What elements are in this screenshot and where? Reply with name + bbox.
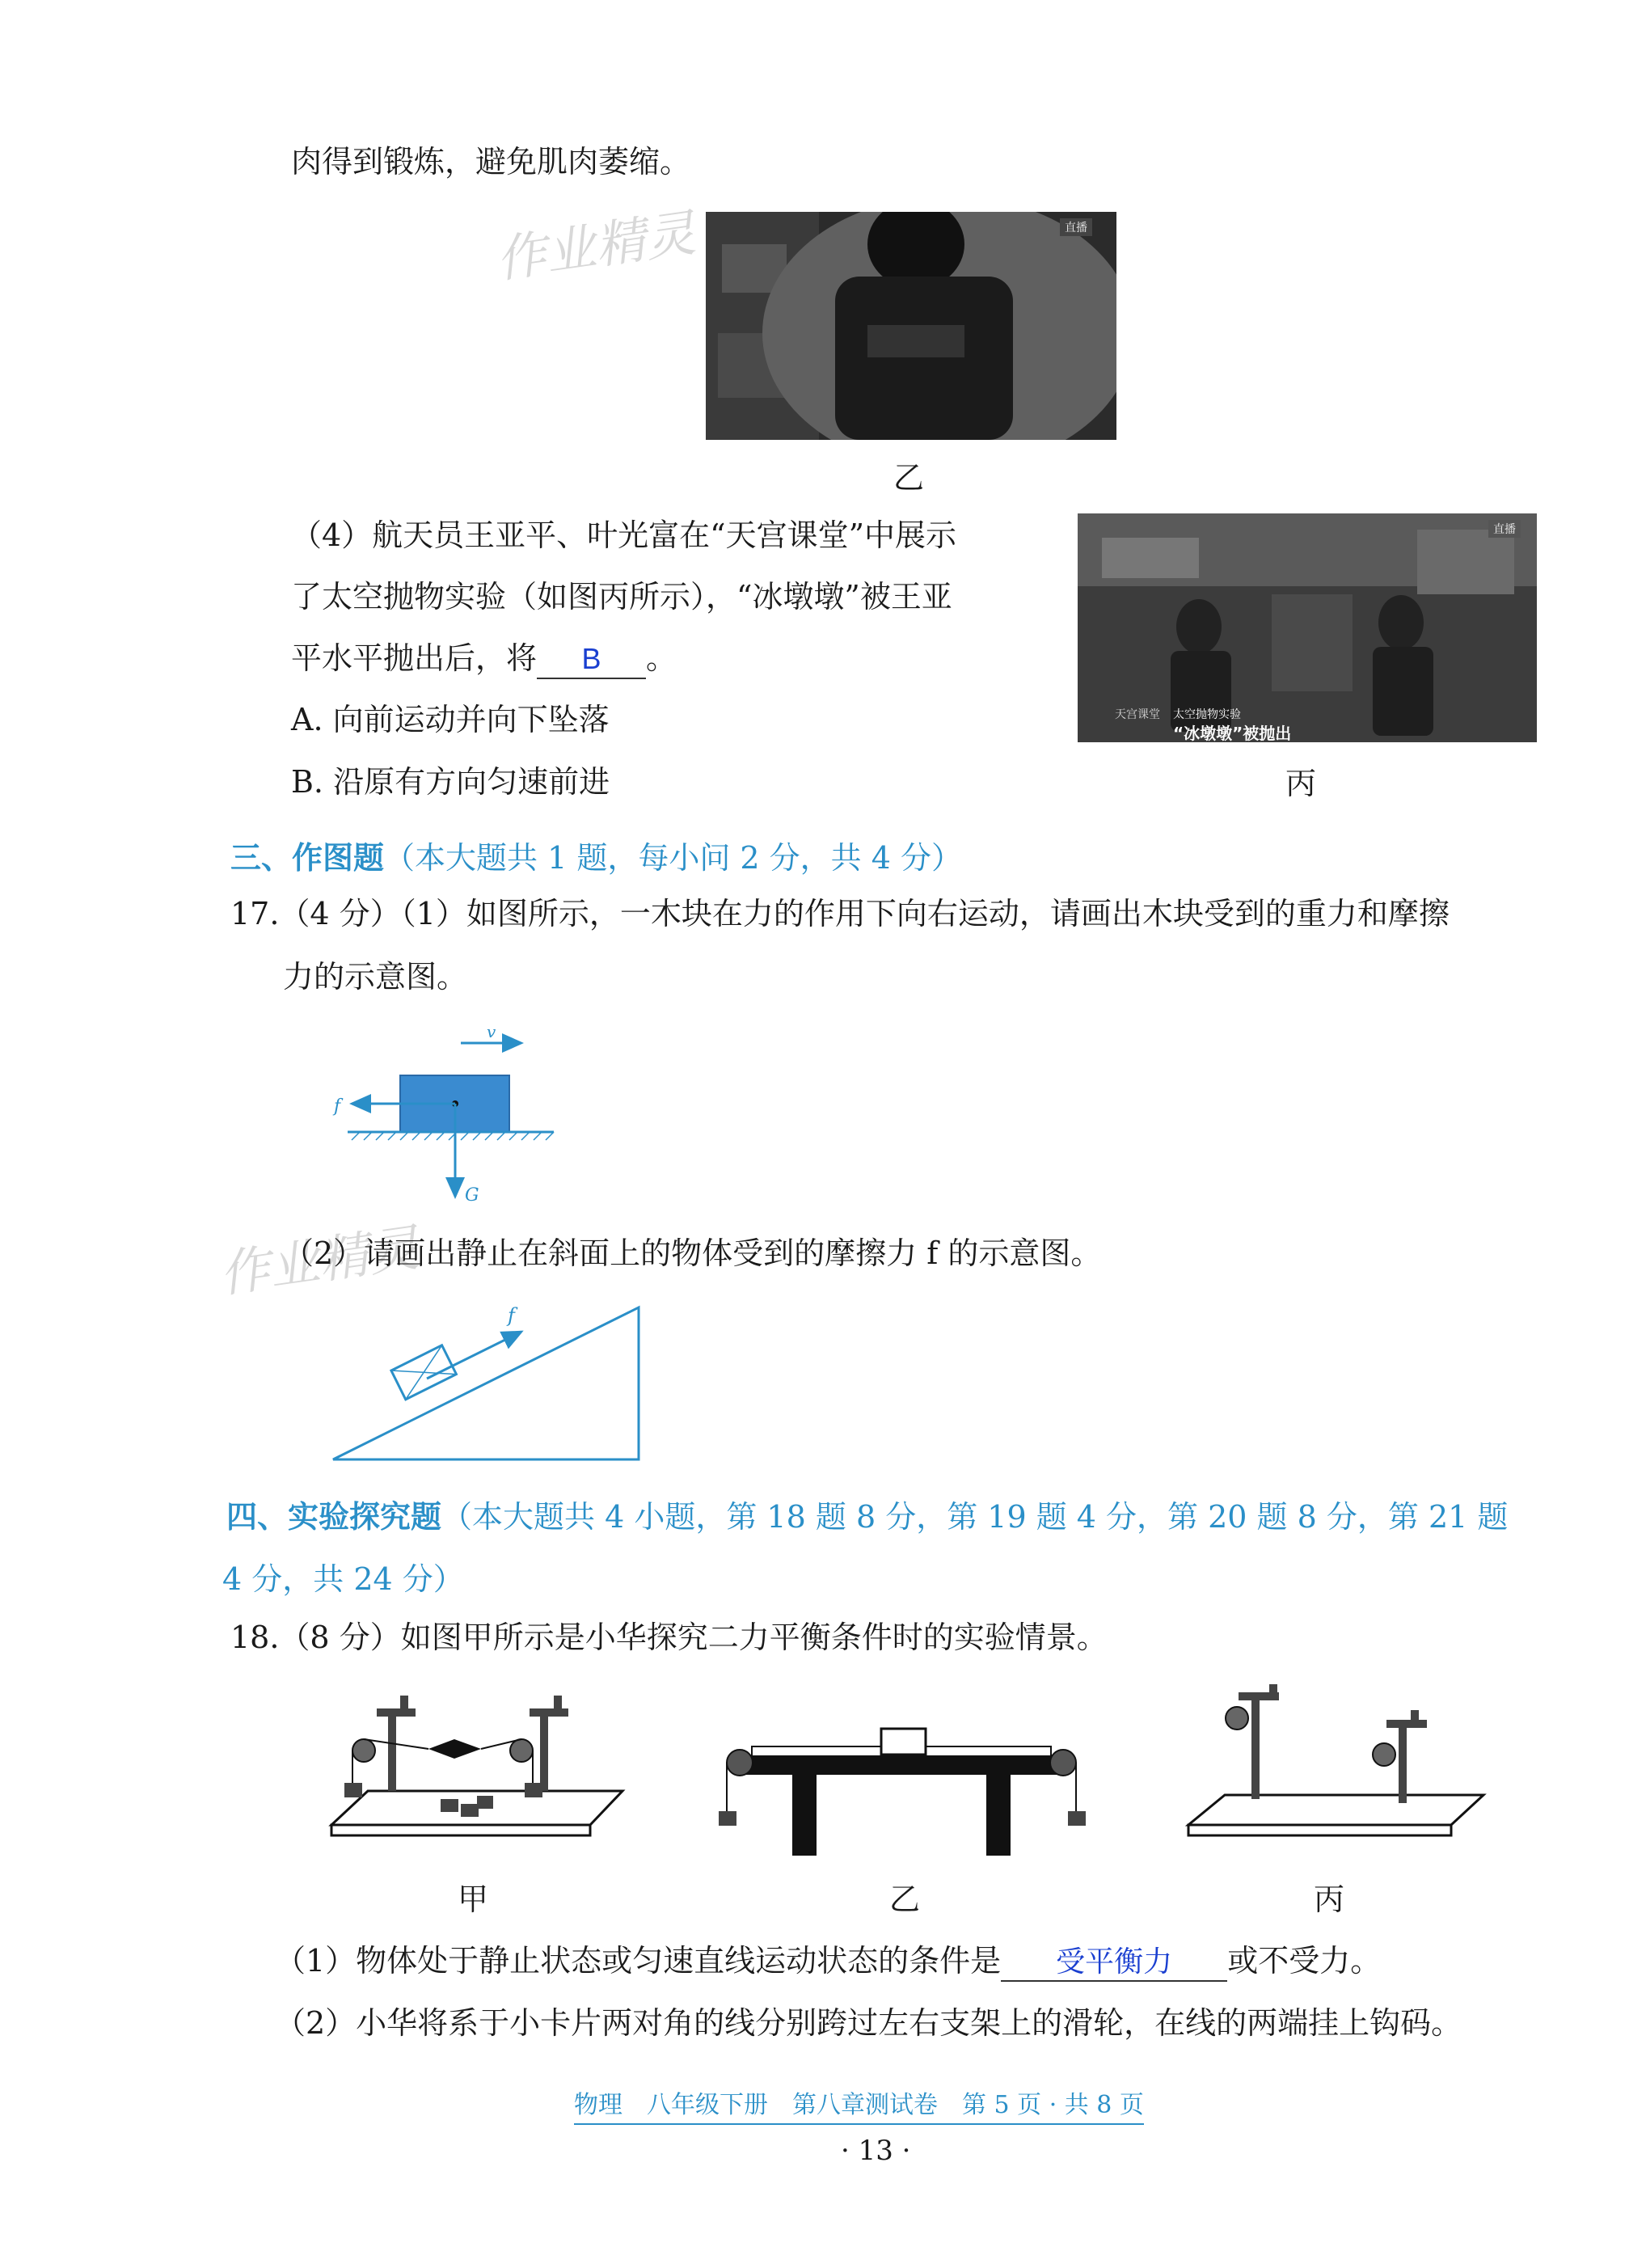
label-f2: f [508,1304,515,1327]
section4-header-line2 [222,1554,464,1599]
tag-classroom: 天宫课堂 [1115,708,1160,721]
section3-title: 三、作图题 [230,839,385,876]
apparatus-bing [1180,1678,1488,1864]
label-g: G [465,1185,479,1206]
caption-bing: 丙 [1285,766,1317,801]
live-badge: 直播 [1488,520,1521,538]
live-badge: 直播 [1060,218,1092,236]
watermark: 作业精灵 [492,203,699,289]
incline-diagram [323,1298,647,1468]
section4-header [226,1492,1508,1536]
q4-line3-post: 。 [646,640,677,676]
photo-yi-scene [706,212,1116,440]
caption-bing-2: 丙 [1314,1882,1345,1917]
section3-sub: （本大题共 1 题，每小问 2 分，共 4 分） [384,840,963,876]
q18-p1 [275,1943,1381,1982]
apparatus-jia [323,1678,631,1864]
footer: 物理 八年级下册 第八章测试卷 第 5 页 · 共 8 页 [574,2084,1144,2125]
q17-line1: 17.（4 分）（1）如图所示，一木块在力的作用下向右运动，请画出木块受到的重力和摩擦 [230,896,1450,931]
section4-sub1: （本大题共 4 小题，第 18 题 8 分，第 19 题 4 分，第 20 题 8 分，第 21 题 [441,1499,1509,1535]
q18-p1-pre: （1）物体处于静止状态或匀速直线运动状态的条件是 [275,1943,1002,1979]
section3-header [230,833,962,877]
tag-experiment: 太空抛物实验 [1173,708,1241,721]
caption-yi-2: 乙 [889,1882,921,1917]
q4-line3-pre: 平水平抛出后，将 [291,640,538,676]
q18-p2: （2）小华将系于小卡片两对角的线分别跨过左右支架上的滑轮，在线的两端挂上钩码。 [275,2005,1462,2041]
q4-line1: （4）航天员王亚平、叶光富在“天宫课堂”中展示 [291,517,957,553]
section4-sub2: 4 分，共 24 分） [222,1561,464,1597]
q17-line2: 力的示意图。 [283,959,468,995]
q18-p1-answer: 受平衡力 [1056,1945,1173,1978]
page-number: · 13 · [841,2135,911,2167]
q18-line1: 18.（8 分）如图甲所示是小华探究二力平衡条件时的实验情景。 [230,1620,1108,1655]
caption-jia: 甲 [458,1882,489,1917]
q4-line2: 了太空抛物实验（如图丙所示），“冰墩墩”被王亚 [291,579,952,615]
label-f: f [334,1096,341,1117]
q18-p1-post: 或不受力。 [1227,1943,1382,1979]
section4-title: 四、实验探究题 [226,1498,442,1535]
object-on-incline [391,1345,456,1400]
label-v: v [487,1023,496,1041]
q4-answer: B [581,642,601,675]
incline [333,1307,639,1459]
q17-part2: （2）请画出静止在斜面上的物体受到的摩擦力 f 的示意图。 [283,1235,1102,1271]
q4-option-b: B. 沿原有方向匀速前进 [291,764,610,800]
caption-yi: 乙 [893,460,925,496]
q4-option-a: A. 向前运动并向下坠落 [291,702,610,737]
photo-bing [1078,513,1537,742]
intro-line: 肉得到锻炼，避免肌肉萎缩。 [291,144,691,179]
subtitle: “冰墩墩”被抛出 [1173,724,1292,742]
block-force-diagram [319,1023,570,1209]
q18-p1-blank [1001,1943,1227,1982]
watermark: 作业精灵 [215,1218,423,1304]
q4-answer-blank [537,640,646,679]
q4-line3 [291,640,677,679]
apparatus-yi [715,1722,1087,1864]
photo-yi [706,212,1116,440]
